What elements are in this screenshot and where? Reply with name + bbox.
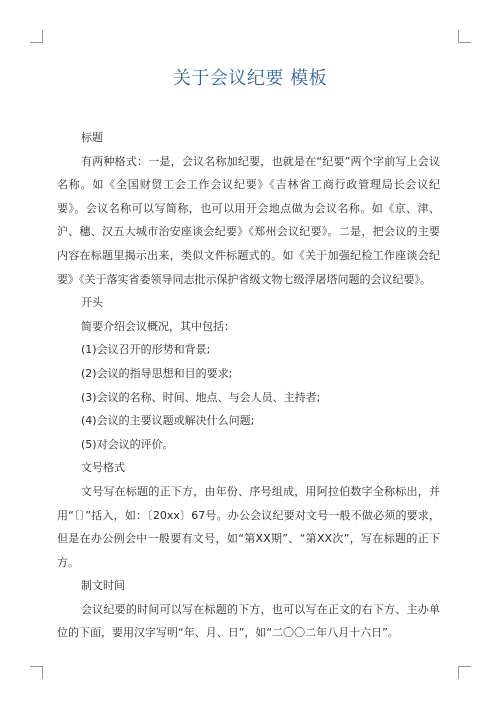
document-body <box>57 126 440 645</box>
section-heading-title: 标题 <box>81 131 103 144</box>
section-paragraph: 有两种格式：一是，会议名称加纪要，也就是在“纪要”两个字前写上会议名称。如《全国财贸工会工作会议纪要》《吉林省工商行政管理局长会议纪要》。会议名称可以写简称，也可以用开会地点做为会议名称。如《京、津、沪、穗、汉五大城市治安座谈会纪要》《郑州会议纪要》。二是，把会议的主要内容在标题里揭示出来，类似文件标题式的。如《关于加强纪检工作座谈会纪要》《关于落实省委领导同志批示保护省级文物七级浮屠塔问题的会议纪要》。 <box>57 154 440 286</box>
section-paragraph: 会议纪要的时间可以写在标题的下方，也可以写在正文的右下方、主办单位的下面，要用汉字写明“年、月、日”，如“二〇〇二年八月十六日”。 <box>57 602 440 640</box>
section-heading-doc-number: 文号格式 <box>81 461 125 475</box>
section-heading-opening: 开头 <box>81 296 103 310</box>
list-item: (4)会议的主要议题或解决什么问题; <box>81 414 255 428</box>
corner-mark-top-left <box>30 30 43 43</box>
corner-mark-top-right <box>458 30 471 43</box>
list-item: (1)会议召开的形势和背景; <box>81 343 211 357</box>
list-item: (3)会议的名称、时间、地点、与会人员、主持者; <box>81 390 321 404</box>
section-heading-issue-date: 制文时间 <box>81 579 125 593</box>
corner-mark-bottom-left <box>30 666 43 679</box>
section-intro: 简要介绍会议概况，其中包括： <box>81 319 235 333</box>
list-item: (2)会议的指导思想和目的要求; <box>81 366 233 380</box>
corner-mark-bottom-right <box>458 666 471 679</box>
list-item: (5)对会议的评价。 <box>81 437 174 451</box>
section-paragraph: 文号写在标题的正下方，由年份、序号组成，用阿拉伯数字全称标出，并用“〔〕”括入，如：〔20xx〕67号。办公会议纪要对文号一般不做必须的要求，但是在办公例会中一般要有文号，如“第XX期”、“第XX次”，写在标题的正下方。 <box>57 484 440 569</box>
page-title: 关于会议纪要 模板 <box>172 68 328 89</box>
